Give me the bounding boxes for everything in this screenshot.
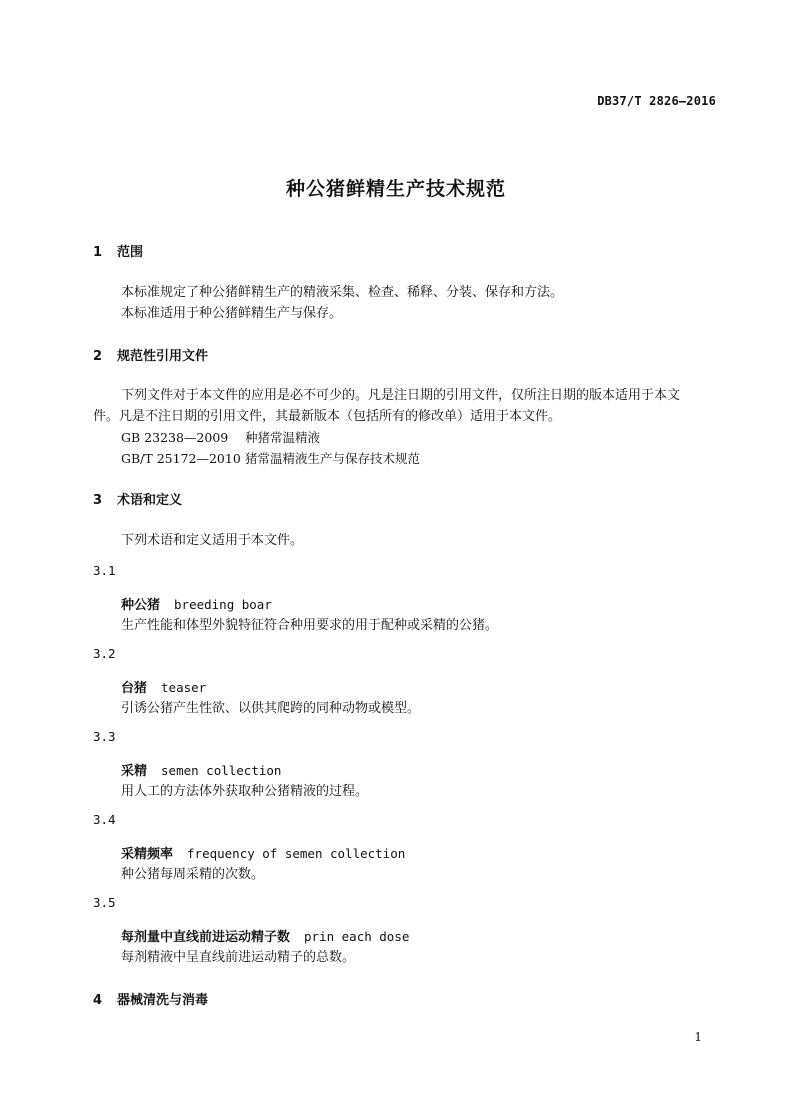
reference-item: [121, 448, 420, 469]
reference-item: [121, 427, 320, 448]
section-heading-scope: [93, 241, 143, 260]
term-number: 3.1: [93, 563, 116, 578]
term-en: frequency of semen collection: [187, 846, 406, 861]
standard-code: DB37/T 2826—2016: [597, 94, 716, 108]
term-number: 3.3: [93, 729, 116, 744]
section-title: 范围: [117, 245, 144, 260]
term-title: [121, 677, 206, 696]
term-definition: 用人工的方法体外获取种公猪精液的过程。: [121, 784, 369, 799]
term-title: [121, 594, 272, 613]
section-number: 2: [93, 349, 103, 364]
term-title: [121, 760, 281, 779]
intro-line-2: 件。凡是不注日期的引用文件，其最新版本（包括所有的修改单）适用于本文件。: [93, 409, 562, 424]
term-number: 3.4: [93, 812, 116, 827]
term-en: prin each dose: [304, 929, 410, 944]
term-title: [121, 926, 409, 945]
page-number: 1: [694, 1030, 702, 1044]
term-definition: 引诱公猪产生性欲、以供其爬跨的同种动物或模型。: [121, 701, 421, 716]
section-title: 规范性引用文件: [117, 349, 209, 364]
term-en: teaser: [161, 680, 207, 695]
intro-line-1: 下列文件对于本文件的应用是必不可少的。凡是注日期的引用文件，仅所注日期的版本适用于本文: [121, 388, 681, 403]
term-zh: 采精: [121, 764, 148, 779]
term-en: breeding boar: [174, 597, 272, 612]
section-title: 术语和定义: [117, 493, 183, 508]
term-number: 3.2: [93, 646, 116, 661]
term-zh: 种公猪: [121, 598, 161, 613]
section-number: 4: [93, 993, 103, 1008]
section-number: 1: [93, 245, 103, 260]
terms-intro: 下列术语和定义适用于本文件。: [121, 533, 304, 548]
section-heading-terms: [93, 489, 182, 508]
term-title: [121, 843, 405, 862]
scope-paragraph-2: 本标准适用于种公猪鲜精生产与保存。: [121, 306, 343, 321]
term-number: 3.5: [93, 895, 116, 910]
section-heading-normative-refs: [93, 345, 208, 364]
section-title: 器械清洗与消毒: [117, 993, 209, 1008]
scope-paragraph-1: 本标准规定了种公猪鲜精生产的精液采集、检查、稀释、分装、保存和方法。: [121, 285, 564, 300]
reference-title: 猪常温精液生产与保存技术规范: [244, 451, 420, 466]
term-definition: 生产性能和体型外貌特征符合种用要求的用于配种或采精的公猪。: [121, 618, 499, 633]
section-heading-cleaning: [93, 989, 208, 1008]
reference-title: 种猪常温精液: [244, 430, 320, 445]
term-definition: 每剂精液中呈直线前进运动精子的总数。: [121, 950, 356, 965]
normative-refs-intro: [93, 385, 718, 427]
document-title: 种公猪鲜精生产技术规范: [285, 178, 506, 200]
reference-code: GB 23238—2009: [121, 430, 229, 445]
term-zh: 台猪: [121, 681, 148, 696]
term-en: semen collection: [161, 763, 282, 778]
term-zh: 采精频率: [121, 847, 174, 862]
section-number: 3: [93, 493, 103, 508]
reference-code: GB/T 25172—2010: [121, 451, 241, 466]
term-definition: 种公猪每周采精的次数。: [121, 867, 265, 882]
term-zh: 每剂量中直线前进运动精子数: [121, 930, 291, 945]
